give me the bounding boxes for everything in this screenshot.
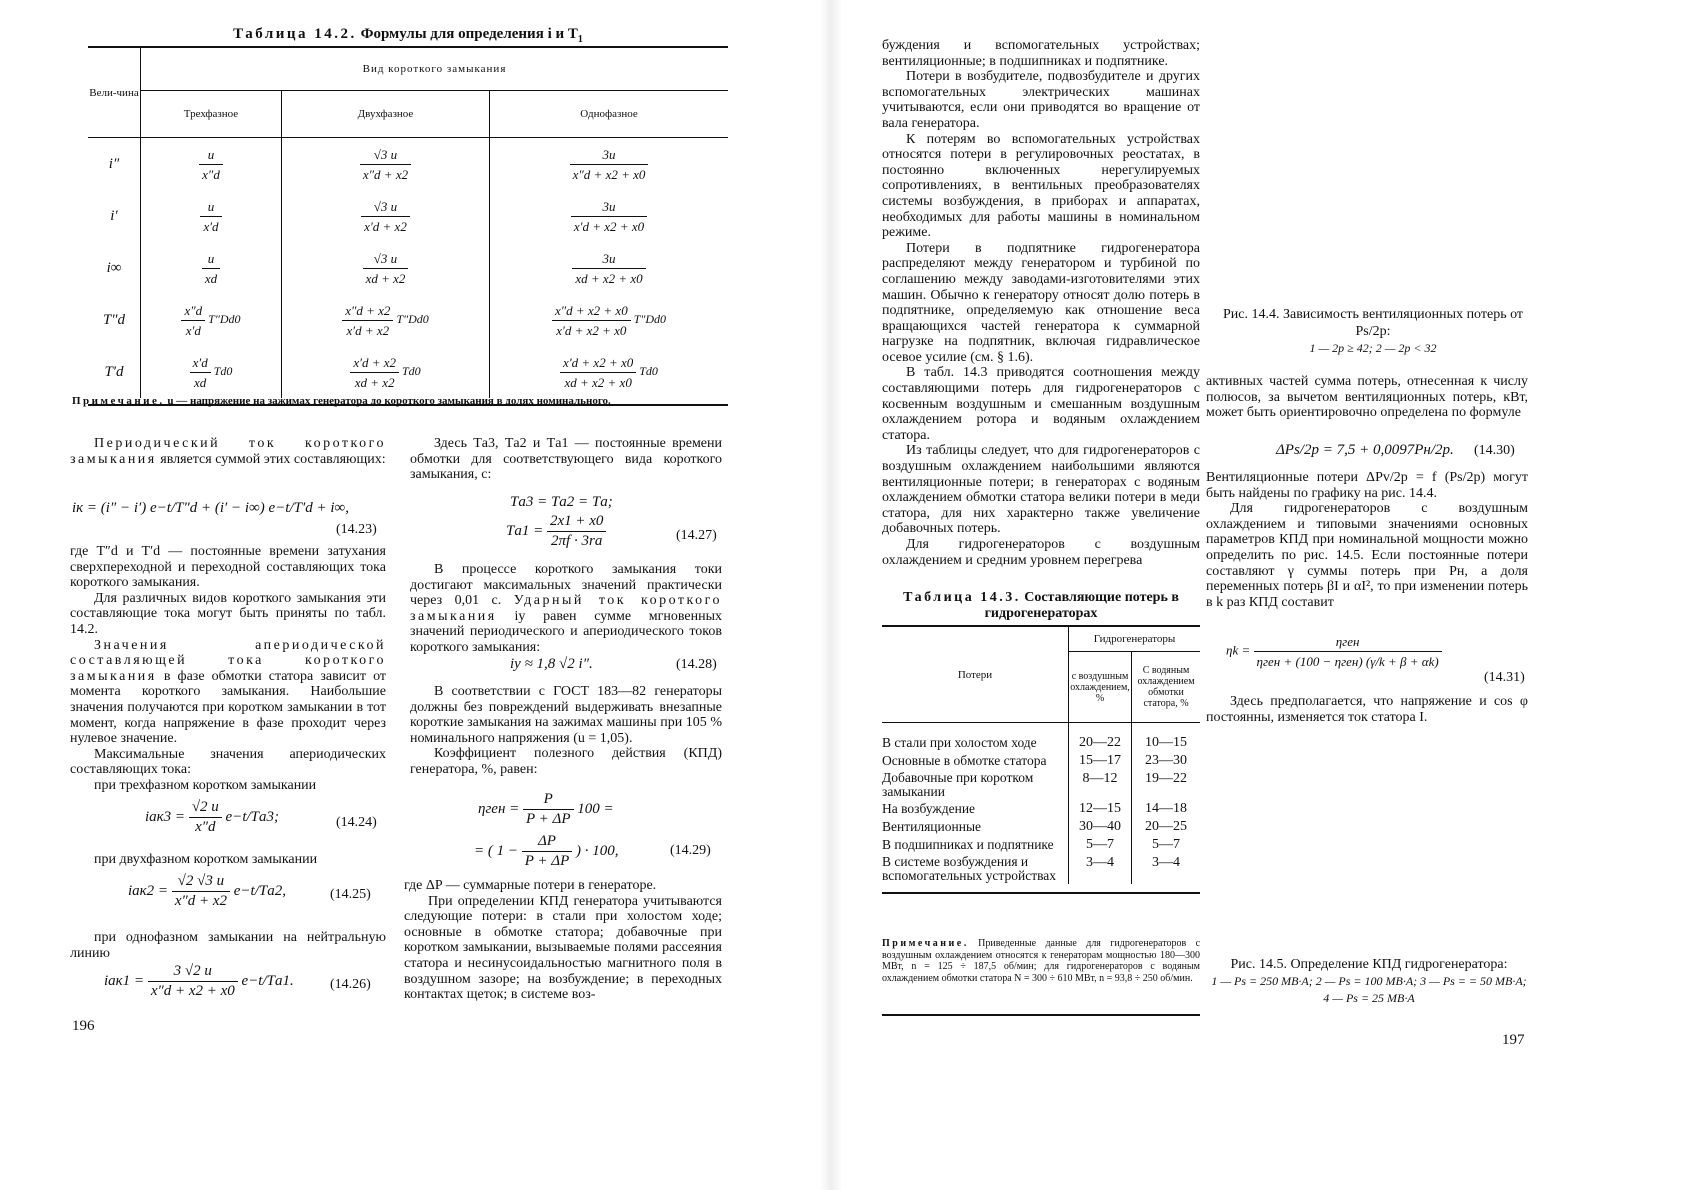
col-two-phase: Двухфазное [282, 91, 490, 138]
left-column-2d [404, 878, 722, 1003]
table-14-3-body [882, 723, 1200, 885]
paragraph: где ΔP — суммарные потери в генераторе. [404, 878, 657, 893]
equation-14-26: iак1 = $\frac{3 √2 u}{x''d + x2 + x0}$ e−t/Tа1. [104, 963, 294, 999]
table-14-3-note: Примечание. Приведенные данные для гидрогенераторов с воздушным охлаждением относятся к генераторам мощностью 180—300 МВт, n = 125 ÷ 187,5 об/мин; для гидрогенераторов с водяным охлаждением обмотки статора N = 300 ÷ 610 МВт, n = 93,8 ÷ 250 об/мин. [882, 938, 1201, 984]
table-cell: В стали при холостом ходе [882, 723, 1069, 753]
table-cell: 5—7 [1069, 836, 1132, 854]
col-three-phase: Трехфазное [141, 91, 282, 138]
col-group-header: Гидрогенераторы [1069, 626, 1201, 652]
table-cell: 20—22 [1069, 723, 1132, 753]
equation-14-27: Tа1 = $\frac{2x1 + x0}{2\pi f \cdot 3rа}$ [506, 512, 606, 551]
table-cell: Добавочные при коротком замыкании [882, 770, 1069, 800]
paragraph: Коэффициент полезного действия (КПД) генератора, %, равен: [410, 746, 722, 777]
table-cell: 3—4 [1069, 854, 1132, 884]
row-quantity: i″ [88, 138, 141, 191]
formula-cell: $\frac{√3 u}{x'd + x2}$ [282, 190, 490, 242]
formula-cell: $\frac{√3 u}{x''d + x2}$ [282, 138, 490, 191]
formula-cell: $\frac{√3 u}{xd + x2}$ [282, 242, 490, 294]
equation-number: (14.29) [670, 843, 711, 858]
table-cell: Вентиляционные [882, 818, 1069, 836]
equation-number: (14.31) [1484, 670, 1525, 685]
formula-cell: $\frac{x'd + x2 + x0}{xd + x2 + x0}$ Td0 [490, 346, 729, 398]
paragraph: Из таблицы следует, что для гидрогенераторов с воздушным охлаждением наибольшими являются вентиляционные потери; в генераторах с водяным охлаждением обмотки статора велики потери в меди статора, для них характерно также увеличение добавочных потерь. [882, 443, 1200, 537]
row-quantity: T′d [88, 346, 141, 398]
equation-14-24: iак3 = $\frac{√2 u}{x''d}$ e−t/Tа3; [145, 799, 279, 835]
equation-number: (14.23) [336, 522, 377, 537]
table-row [882, 818, 1200, 836]
paragraph: Максимальные значения апериодических составляющих тока: [70, 746, 386, 778]
right-column-2b [1206, 470, 1528, 610]
table-cell: На возбуждение [882, 800, 1069, 818]
table-row [88, 138, 728, 191]
paragraph: Здесь Tа3, Tа2 и Tа1 — постоянные времени обмотки для соответствующего вида короткого замыкания, с: [410, 436, 722, 483]
equation-14-25: iак2 = $\frac{√2 √3 u}{x''d + x2}$ e−t/Tа2, [128, 873, 286, 909]
paragraph: Значения апериодической составляющей тока короткого замыкания в фазе обмотки статора зависит от момента короткого замыкания. Наибольшие значения получаются при коротком замыкании в тот момент, когда напряжение в фазе проходит через нулевое значение. [70, 637, 386, 747]
equation-14-31: ηk = $\frac{\text{ηген}}{\text{ηген + (100 − ηген) (γ/k + β + αk)}}$ [1226, 632, 1442, 671]
table-14-3 [882, 625, 1200, 894]
table-14-2-title: Таблица 14.2. Формулы для определения i и $T_1$ [233, 26, 583, 45]
paragraph: где T″d и T′d — постоянные времени затухания сверхпереходной и переходной составляющих тока короткого замыкания. [70, 544, 386, 591]
paragraph: Здесь предполагается, что напряжение и cos φ постоянны, изменяется ток статора I. [1206, 694, 1528, 725]
table-row [882, 800, 1200, 818]
table-cell: 8—12 [1069, 770, 1132, 800]
equation-14-29a: ηген = $\frac{P}{P + \Delta P}$ 100 = [478, 791, 614, 827]
page-number: 196 [72, 1018, 95, 1034]
figure-14-4-chart [1220, 36, 1470, 308]
paragraph: при однофазном замыкании на нейтральную линию [70, 930, 386, 961]
paragraph: активных частей сумма потерь, отнесенная к числу полюсов, за вычетом вентиляционных потерь, кВт, может быть ориентировочно определена по формуле [1206, 374, 1528, 421]
table-14-2-body [88, 138, 728, 399]
equation-14-28: iу ≈ 1,8 √2 i″. [510, 656, 593, 672]
paragraph: при трехфазном коротком замыкании [94, 777, 317, 793]
col-group-header: Вид короткого замыкания [141, 47, 729, 91]
table-cell: В системе возбуждения и вспомогательных устройствах [882, 854, 1069, 884]
equation-number: (14.25) [330, 887, 371, 902]
table-cell: Основные в обмотке статора [882, 752, 1069, 770]
paragraph: Периодический ток короткого замыкания является суммой этих составляющих: [70, 436, 386, 467]
table-row [88, 294, 728, 346]
left-column-1b [70, 544, 386, 794]
equation-14-30: ΔPs/2p = 7,5 + 0,0097Pн/2p. [1276, 442, 1454, 458]
paragraph: Для различных видов короткого замыкания эти составляющие тока могут быть приняты по табл. 14.2. [70, 590, 386, 637]
table-cell: 15—17 [1069, 752, 1132, 770]
paragraph: Потери в возбудителе, подвозбудителе и других вспомогательных электрических машинах учитываются, если они приводятся во вращение от вала генератора. [882, 69, 1200, 131]
formula-cell: $\frac{x'd + x2}{xd + x2}$ Td0 [282, 346, 490, 398]
col-one-phase: Однофазное [580, 108, 638, 120]
divider [882, 1014, 1200, 1016]
paragraph: В процессе короткого замыкания токи достигают максимальных значений практически через 0,01 с. Ударный ток короткого замыкания iу равен сумме мгновенных значений периодического и апериодического токов короткого замыкания: [410, 562, 723, 655]
paragraph: К потерям во вспомогательных устройствах относятся потери в регулировочных реостатах, в постоянно включенных нерегулируемых сопротивлениях, в вентильных преобразователях системы возбуждения, в приборах и аппаратах, необходимых для работы машины в номинальном режиме. [882, 131, 1200, 241]
table-row [882, 723, 1200, 753]
table-cell: В подшипниках и подпятнике [882, 836, 1069, 854]
equation-number: (14.24) [336, 815, 377, 830]
paragraph: буждения и вспомогательных устройствах; вентиляционные; в подшипниках и подпятнике. [882, 38, 1200, 69]
col-loss-header: Потери [882, 626, 1069, 723]
right-column-1 [882, 38, 1200, 568]
table-row [882, 836, 1200, 854]
table-cell: 23—30 [1145, 753, 1187, 768]
left-column-2b [410, 562, 722, 656]
equation-number: (14.28) [676, 657, 717, 672]
table-row [88, 346, 728, 398]
table-cell: 30—40 [1069, 818, 1132, 836]
left-column-2c [410, 684, 722, 778]
page-number: 197 [1502, 1032, 1525, 1048]
formula-cell: $\frac{x''d}{x'd}$ T″Dd0 [141, 294, 282, 346]
formula-cell: $\frac{3u}{x''d + x2 + x0}$ [490, 138, 729, 191]
equation-number: (14.27) [676, 528, 717, 543]
right-column-2c [1206, 694, 1528, 725]
equation-14-29b: = ( 1 − $\frac{\Delta P}{P + \Delta P}$ ) · 100, [474, 833, 619, 869]
paragraph: Вентиляционные потери ΔPv/2p = f (Ps/2p) могут быть найдены по графику на рис. 14.4. [1206, 470, 1528, 501]
equation-14-23: iк = (i″ − i′) e−t/T″d + (i′ − i∞) e−t/T′d + i∞, [72, 500, 350, 516]
formula-cell: $\frac{u}{xd}$ [141, 242, 282, 294]
table-cell: 5—7 [1152, 837, 1180, 852]
figure-14-5-chart [1240, 752, 1490, 950]
paragraph: при двухфазном коротком замыкании [94, 852, 318, 867]
left-page [0, 0, 830, 1190]
table-cell: 20—25 [1145, 819, 1187, 834]
row-quantity: i∞ [88, 242, 141, 294]
equation-number: (14.26) [330, 977, 371, 992]
formula-cell: $\frac{u}{x'd}$ [141, 190, 282, 242]
table-cell: 14—18 [1145, 801, 1187, 816]
table-14-2 [88, 46, 728, 406]
table-row [88, 190, 728, 242]
table-row [882, 752, 1200, 770]
col-water-header: С водяным охлаждением обмотки статора, % [1137, 665, 1195, 709]
formula-cell: $\frac{x''d + x2}{x'd + x2}$ T″Dd0 [282, 294, 490, 346]
formula-cell: $\frac{x''d + x2 + x0}{x'd + x2 + x0}$ T″Dd0 [490, 294, 729, 346]
formula-cell: $\frac{3u}{x'd + x2 + x0}$ [490, 190, 729, 242]
table-row [88, 242, 728, 294]
table-14-2-note: Примечание. u — напряжение на зажимах генератора до короткого замыкания в долях номинального. [72, 395, 611, 407]
paragraph: В соответствии с ГОСТ 183—82 генераторы должны без повреждений выдерживать внезапные короткие замыкания на зажимах машины при 105 % номинального напряжения (u = 1,05). [410, 684, 722, 746]
paragraph: Для гидрогенераторов с воздушным охлаждением и средним уровнем перегрева [882, 537, 1200, 568]
left-column-2 [410, 436, 722, 483]
left-column-1 [70, 436, 386, 467]
figure-14-5-caption: Рис. 14.5. Определение КПД гидрогенератора: 1 — Ps = 250 МВ·А; 2 — Ps = 100 МВ·А; 3 — Ps = = 50 МВ·А; 4 — Ps = 25 МВ·А [1211, 957, 1527, 1005]
paragraph: Для гидрогенераторов с воздушным охлаждением и типовыми значениями основных параметров КПД при номинальной мощности можно определить по рис. 14.5. Если постоянные потери составляют γ суммы потерь при Pн, а доля переменных потерь βI и αI², то при изменении потерь в k раз КПД составит [1206, 501, 1528, 610]
formula-cell: $\frac{x'd}{xd}$ Td0 [141, 346, 282, 398]
table-cell: 10—15 [1145, 735, 1187, 750]
right-page [830, 0, 1683, 1190]
row-quantity: i′ [88, 190, 141, 242]
paragraph: В табл. 14.3 приводятся соотношения между составляющими потерь для гидрогенераторов с косвенным воздушным и смешанным воздушным охлаждением ротора и водяным охлаждением статора. [882, 365, 1200, 443]
row-quantity: T″d [88, 294, 141, 346]
table-row [882, 854, 1200, 884]
paragraph: При определении КПД генератора учитываются следующие потери: в стали при холостом ходе; основные в обмотке статора; добавочные при коротком замыкании, вызываемые полями рассеяния статора и несинусоидальностью магнитного поля в воздушном зазоре; на возбуждение; в переходных контактах щеток; в системе воз- [404, 893, 722, 1003]
col-air-header: с воздушным охлаждением, % [1069, 652, 1132, 723]
paragraph: Потери в подпятнике гидрогенератора распределяют между генератором и турбиной по соглашению между заводами-изготовителями этих машин. Обычно к генератору относят долю потерь в подпятнике, определяемую как отношение веса вращающихся частей генератора к суммарной нагрузке на подпятник, включая гидравлическое осевое усилие (см. § 1.6). [882, 240, 1200, 365]
table-cell: 19—22 [1145, 771, 1187, 786]
formula-cell: $\frac{u}{x''d}$ [141, 138, 282, 191]
right-column-2 [1206, 374, 1528, 421]
equation-tа: Tа3 = Tа2 = Tа; [510, 494, 613, 510]
col-quantity-header: Вели-чина [88, 47, 141, 138]
table-row [882, 770, 1200, 800]
figure-14-4-caption: Рис. 14.4. Зависимость вентиляционных потерь от Ps/2p: 1 — 2p ≥ 42; 2 — 2p < 32 [1222, 307, 1524, 355]
table-14-3-title: Таблица 14.3. Составляющие потерь в гидрогенераторах [903, 590, 1179, 621]
formula-cell: $\frac{3u}{xd + x2 + x0}$ [490, 242, 729, 294]
table-cell: 12—15 [1069, 800, 1132, 818]
table-cell: 3—4 [1152, 855, 1180, 870]
equation-number: (14.30) [1474, 443, 1515, 458]
